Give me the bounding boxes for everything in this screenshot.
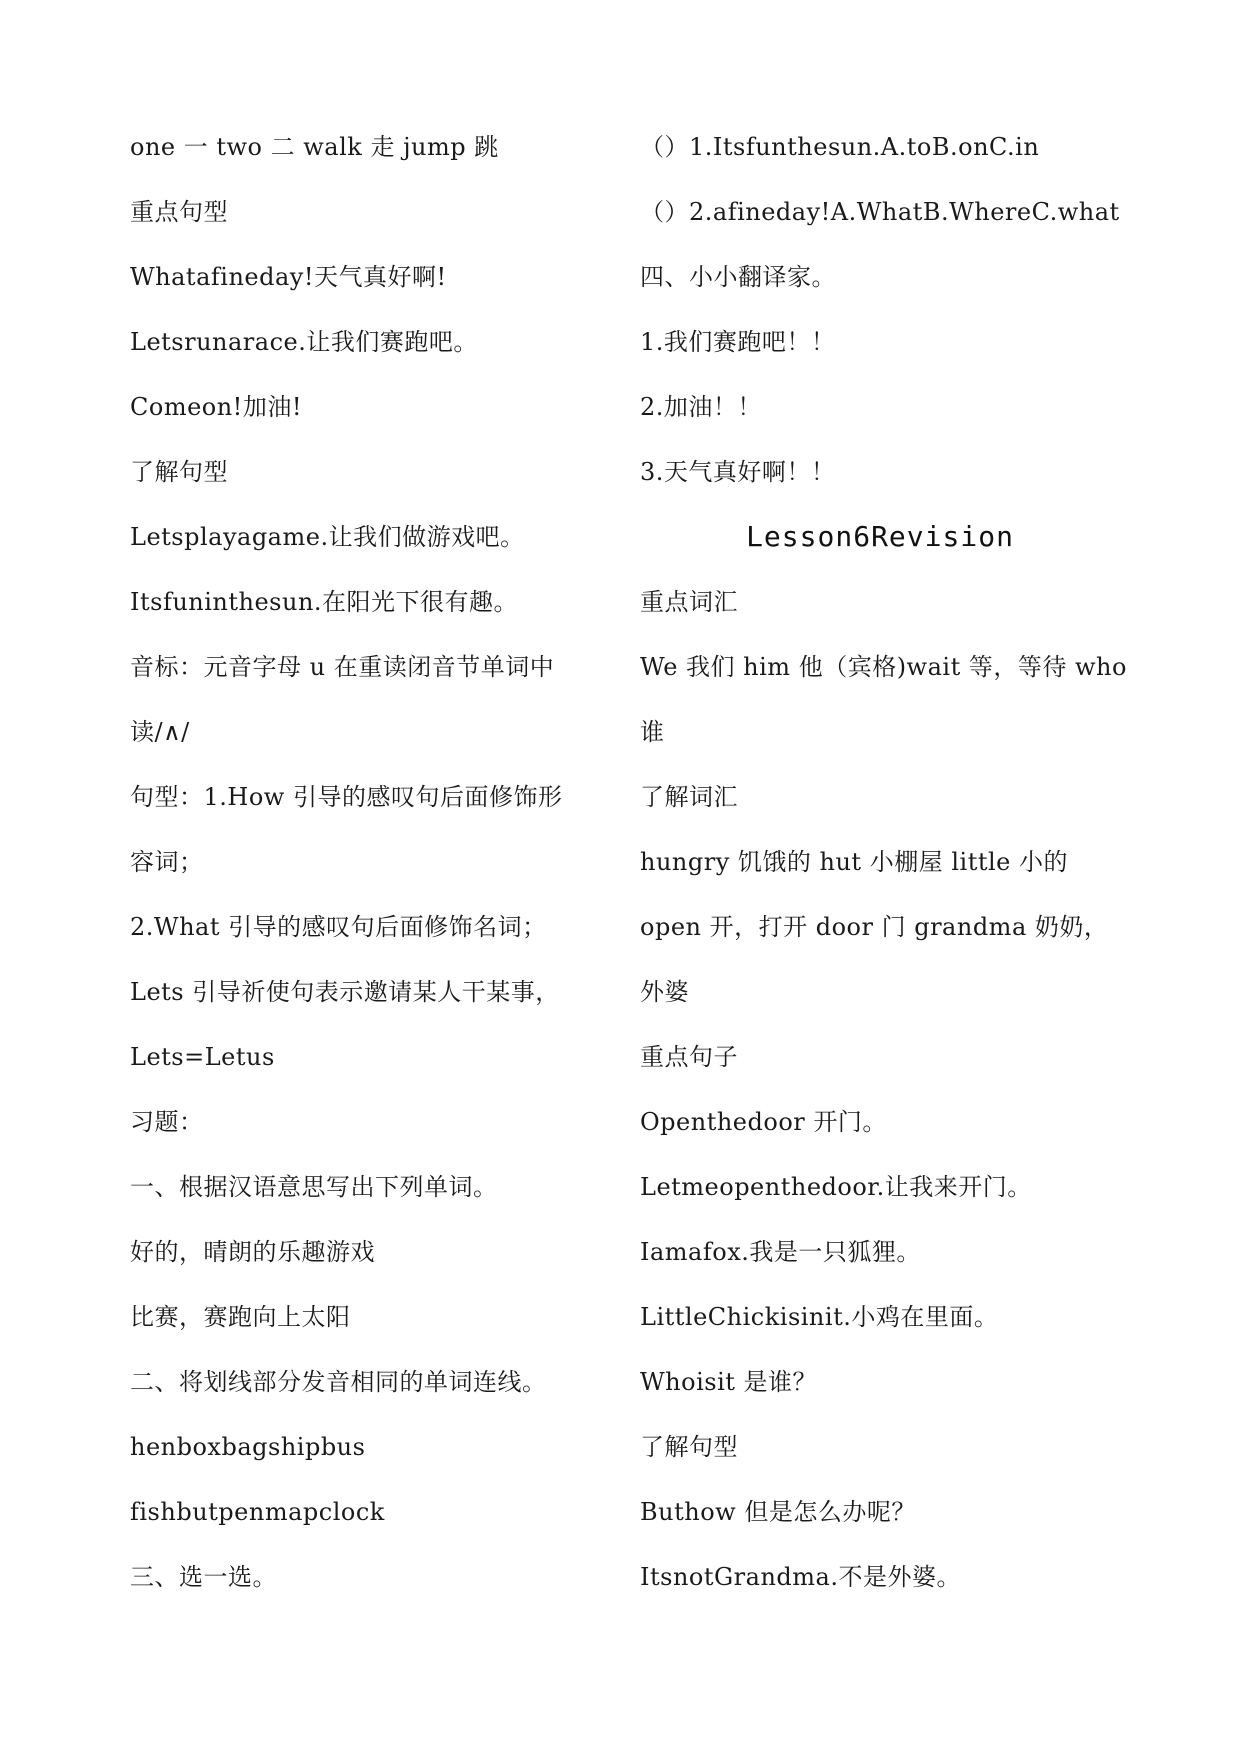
text-line: 容词；	[130, 848, 204, 876]
text-line: ItsnotGrandma.不是外婆。	[640, 1563, 961, 1591]
section-label: 习题：	[130, 1108, 204, 1136]
text-line: open 开，打开 door 门 grandma 奶奶，	[640, 913, 1109, 941]
text-line: henboxbagshipbus	[130, 1433, 366, 1461]
section-label: 重点句型	[130, 198, 228, 226]
text-line: 谁	[640, 718, 665, 746]
text-line: 外婆	[640, 978, 689, 1006]
exercise-heading: 一、根据汉语意思写出下列单词。	[130, 1173, 498, 1201]
text-line: Itsfuninthesun.在阳光下很有趣。	[130, 588, 519, 616]
text-line: Lets=Letus	[130, 1043, 275, 1071]
section-label: 了解句型	[130, 458, 228, 486]
text-line: 1.我们赛跑吧！！	[640, 328, 836, 356]
text-line: 句型：1.How 引导的感叹句后面修饰形	[130, 783, 563, 811]
text-line: Letsplayagame.让我们做游戏吧。	[130, 523, 525, 551]
exercise-heading: 三、选一选。	[130, 1563, 277, 1591]
section-label: 了解词汇	[640, 783, 738, 811]
text-line: Letmeopenthedoor.让我来开门。	[640, 1173, 1032, 1201]
text-line: LittleChickisinit.小鸡在里面。	[640, 1303, 999, 1331]
section-label: 重点词汇	[640, 588, 738, 616]
text-line: Whatafineday!天气真好啊!	[130, 263, 447, 291]
text-line: Iamafox.我是一只狐狸。	[640, 1238, 921, 1266]
text-line: We 我们 him 他（宾格)wait 等，等待 who	[640, 653, 1127, 681]
text-line: hungry 饥饿的 hut 小棚屋 little 小的	[640, 848, 1068, 876]
text-line: 2.加油！！	[640, 393, 762, 421]
text-line: one 一 two 二 walk 走 jump 跳	[130, 133, 499, 161]
section-label: 重点句子	[640, 1043, 738, 1071]
right-column	[640, 130, 1127, 1625]
text-line: Buthow 但是怎么办呢？	[640, 1498, 916, 1526]
text-line: 音标：元音字母 u 在重读闭音节单词中	[130, 653, 555, 681]
text-line: 好的，晴朗的乐趣游戏	[130, 1238, 375, 1266]
text-line: Letsrunarace.让我们赛跑吧。	[130, 328, 478, 356]
text-line: Whoisit 是谁？	[640, 1368, 818, 1396]
question-line: （）1.Itsfunthesun.A.toB.onC.in	[640, 133, 1040, 161]
text-line: 3.天气真好啊！！	[640, 458, 836, 486]
section-label: 了解句型	[640, 1433, 738, 1461]
text-line: 比赛，赛跑向上太阳	[130, 1303, 351, 1331]
lesson-heading: Lesson6Revision	[746, 520, 1014, 553]
question-line: （）2.afineday!A.WhatB.WhereC.what	[640, 198, 1120, 226]
text-line: Comeon!加油!	[130, 393, 302, 421]
exercise-heading: 二、将划线部分发音相同的单词连线。	[130, 1368, 547, 1396]
text-line: 2.What 引导的感叹句后面修饰名词；	[130, 913, 547, 941]
text-line: Lets 引导祈使句表示邀请某人干某事，	[130, 978, 560, 1006]
text-line: Openthedoor 开门。	[640, 1108, 887, 1136]
text-line: fishbutpenmapclock	[130, 1498, 385, 1526]
left-column	[130, 130, 630, 1625]
exercise-heading: 四、小小翻译家。	[640, 263, 836, 291]
text-line: 读/∧/	[130, 718, 190, 746]
